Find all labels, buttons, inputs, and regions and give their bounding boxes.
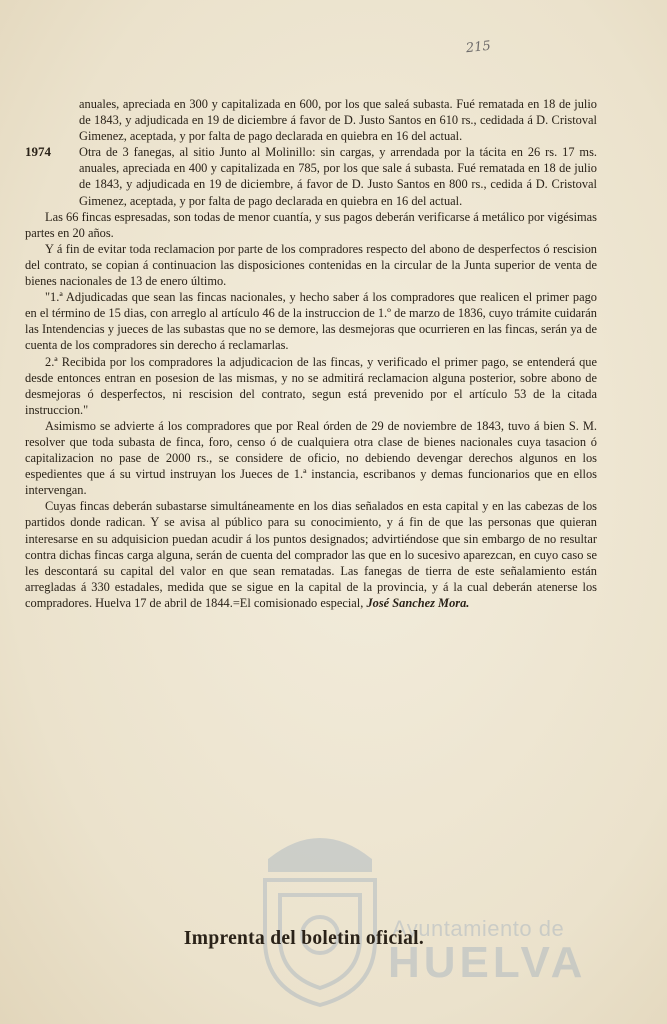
paragraph-reclamacion: Y á fin de evitar toda reclamacion por parte de los compradores respecto del abono de desperfectos ó rescision del contrato, se copian á continuacion las disposiciones contenidas en la circular de la Junta superior de venta de bienes nacionales de 13 de enero último. (25, 241, 597, 289)
watermark-line-2: HUELVA (388, 938, 587, 987)
paragraph-continuation: anuales, apreciada en 300 y capitalizada en 600, por los que saleá subasta. Fué rematada en 18 de julio de 1843, y adjudicada en 19 de diciembre á favor de D. Justo Santos en 610 rs., cedidada á D. Cristoval Gimenez, aceptada, y por falta de pago declarada en quiebra en 16 del actual. (79, 97, 597, 144)
entry-text: Otra de 3 fanegas, al sitio Junto al Molinillo: sin cargas, y arrendada por la tácita en 26 rs. 17 ms. anuales, apreciada en 400 y capitalizada en 785, por los que sale á subasta. Fué rematada en 18 de julio de 1843, y adjudicada en 19 de diciembre, á favor de D. Justo Santos en 800 rs., cedida á D. Cristoval Gimenez, aceptada, y por falta de pago declarada en quiebra en 16 del actual. (79, 145, 597, 208)
paragraph-subasta-text: Cuyas fincas deberán subastarse simultáneamente en los dias señalados en esta capital y en las cabezas de los partidos donde radican. Y se avisa al público para su conocimiento, y á fin de que las personas que quieran interesarse en su adquisicion puedan acudir á los puntos designados; advirtiéndose que sin embargo de no resultar contra dichas fincas carga alguna, serán de cuenta del comprador las que en lo sucesivo aparezcan, en cuyo caso se les descontará su capital del valor en que sean rematadas. Las fanegas de tierra de este señalamiento están arregladas á 330 estadales, medida que se sigue en la capital de la provincia, y á la cual deberán atenerse los compradores. Huelva 17 de abril de 1844.=El comisionado especial, (25, 499, 597, 610)
entry-number: 1974 (25, 144, 51, 160)
folio-number: 215 (465, 38, 492, 57)
watermark-line-1: Ayuntamiento de (392, 916, 565, 941)
imprint-footer: Imprenta del boletin oficial. (183, 928, 425, 949)
paragraph-subasta (25, 498, 597, 611)
document-body (25, 96, 597, 611)
paragraph-article-1: "1.ª Adjudicadas que sean las fincas nacionales, y hecho saber á los compradores que realicen el primer pago en el término de 15 dias, con arreglo al artículo 46 de la instruccion de 1.º de marzo de 1836, cuyo trámite cuidarán las Intendencias y jueces de las subastas que no se demore, las desmejoras que ocurrieren en las fincas, serán ya de cuenta de los compradores sin derecho á reclamarlas. (25, 290, 597, 353)
entry-1974 (25, 144, 597, 208)
watermark (240, 820, 640, 1020)
paragraph-real-orden: Asimismo se advierte á los compradores que por Real órden de 29 de noviembre de 1843, tuvo á bien S. M. resolver que toda subasta de finca, foro, censo ó de cualquiera otra clase de bienes nacionales cuya tasacion ó capitalizacion no pase de 2000 rs., se considere de oficio, no debiendo devengar derechos algunos en los espedientes que á su virtud instruyan los Jueces de 1.ª instancia, escribanos y demas funcionarios que en ellos intervengan. (25, 418, 597, 498)
coat-of-arms-icon (250, 820, 390, 1010)
paragraph-fincas: Las 66 fincas espresadas, son todas de menor cuantía, y sus pagos deberán verificarse á metálico por vigésimas partes en 20 años. (25, 209, 597, 240)
signature: José Sanchez Mora. (366, 595, 470, 610)
paragraph-article-2: 2.ª Recibida por los compradores la adjudicacion de las fincas, y verificado el primer pago, se entenderá que desde entonces entran en posesion de las mismas, y no se admitirá reclamacion alguna posterior, sobre abono de desmejoras ó desperfectos, ni rescision del contrato, segun está prevenido por el artículo 53 de la citada instruccion." (25, 354, 597, 417)
